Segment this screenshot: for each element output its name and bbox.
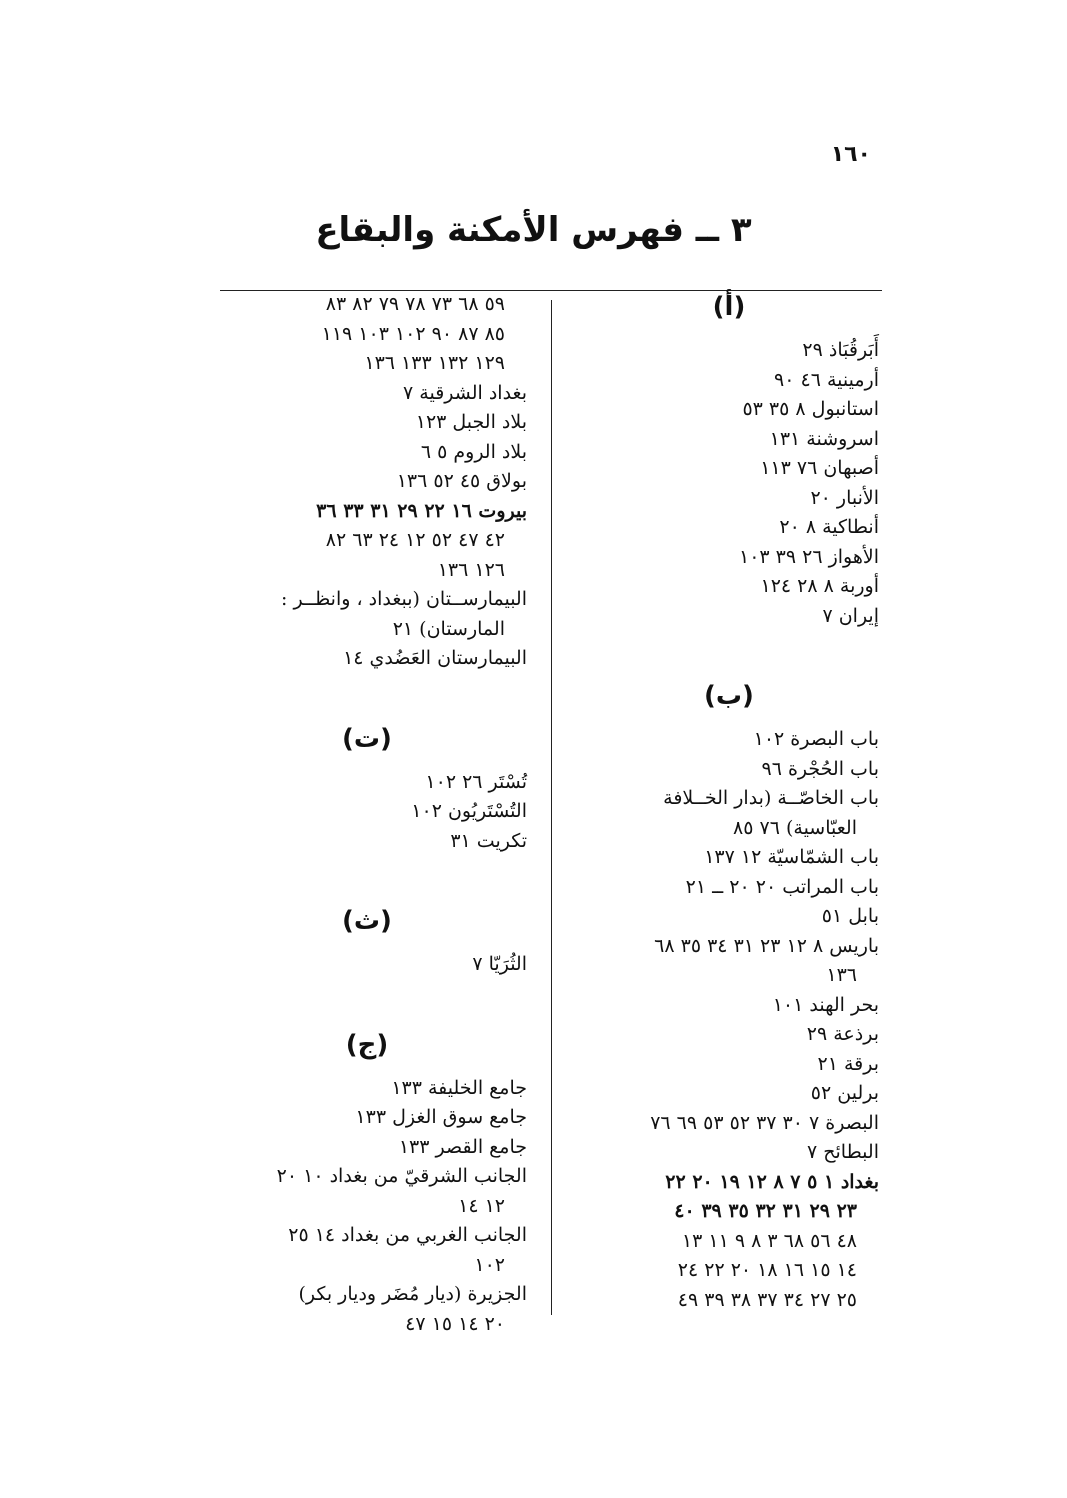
index-entry: باب البصرة ١٠٢ [753,728,879,750]
index-entry: بيروت ١٦ ٢٢ ٢٩ ٣١ ٣٣ ٣٦ [316,499,527,522]
index-entry-continuation: العبّاسية) ٧٦ ٨٥ [733,816,857,839]
index-entry-continuation: ٢٠ ١٤ ١٥ ٤٧ [405,1312,505,1335]
index-entry-continuation: ١٣٦ [826,964,857,986]
index-entry: بلاد الجبل ١٢٣ [415,411,527,433]
index-entry-continuation: ٢٥ ٢٧ ٣٤ ٣٧ ٣٨ ٣٩ ٤٩ [677,1288,857,1311]
index-entry: جامع سوق الغزل ١٣٣ [355,1106,527,1128]
index-entry: أرمينية ٤٦ ٩٠ [774,368,879,391]
section-gap [207,856,527,886]
index-entry: تكريت ٣١ [450,829,527,852]
index-entry: الأنبار ٢٠ [810,486,879,509]
index-entry-continuation: ١٢ ١٤ [458,1194,505,1217]
index-entry: جامع الخليفة ١٣٣ [391,1076,527,1099]
index-entry-continuation: ١٠٢ [474,1253,505,1276]
page-title: ٣ ــ فهرس الأمكنة والبقاع [315,210,752,250]
section-gap [207,674,527,704]
index-entry-continuation: ٤٢ ٤٧ ٥٢ ١٢ ٢٤ ٦٣ ٨٢ [325,529,505,551]
index-entry: تُسْتَر ٢٦ ١٠٢ [425,770,527,793]
index-entry: البيمارســتان (ببغداد ، وانظــر : [281,588,527,610]
index-entry: برذعة ٢٩ [806,1023,879,1045]
right-column [579,290,879,1315]
index-entry: باب المراتب ٢٠ ٢٠ ــ ٢١ [685,875,879,898]
index-entry: بغداد ١ ٥ ٧ ٨ ١٢ ١٩ ٢٠ ٢٢ [665,1170,879,1193]
index-entry: أنطاكية ٨ ٢٠ [779,516,879,538]
index-entry-continuation: ١٢٦ ١٣٦ [437,558,505,581]
index-entry-continuation: ٥٩ ٦٨ ٧٣ ٧٨ ٧٩ ٨٢ ٨٣ [325,293,505,315]
section-gap [579,631,879,661]
index-entry-continuation: ١٤ ١٥ ١٦ ١٨ ٢٠ ٢٢ ٢٤ [677,1259,857,1281]
index-entry: برقة ٢١ [817,1052,879,1075]
index-entry-continuation: ٤٨ ٥٦ ٦٨ ٣ ٨ ٩ ١١ ١٣ [681,1229,857,1252]
index-entry: بولاق ٤٥ ٥٢ ١٣٦ [396,470,527,492]
index-entry-continuation: ٢٣ ٢٩ ٣١ ٣٢ ٣٥ ٣٩ ٤٠ [674,1200,857,1222]
index-entry: الثُرَيّا ٧ [472,953,527,975]
index-entry: باب الحُجْرة ٩٦ [761,757,879,780]
section-gap [207,980,527,1010]
index-entry: استانبول ٨ ٣٥ ٥٣ [742,398,879,420]
section-heading-jim: (ج) [345,1029,389,1060]
index-entry: بغداد الشرقية ٧ [403,381,527,404]
index-entry: بابل ٥١ [821,905,879,927]
index-entry: الجانب الشرقيّ من بغداد ١٠ ٢٠ [276,1165,527,1187]
section-heading-tha: (ث) [342,906,392,936]
index-entry: أوربة ٨ ٢٨ ١٢٤ [760,575,879,597]
index-entry-continuation: ٨٥ ٨٧ ٩٠ ١٠٢ ١٠٣ ١١٩ [321,322,505,345]
section-heading-ta: (ت) [342,723,392,754]
index-entry: اسروشنة ١٣١ [769,427,879,450]
section-heading-alif: (أ) [712,292,746,322]
index-entry-continuation: المارستان) ٢١ [392,617,505,640]
page-number: ١٦٠ [830,142,871,167]
index-entry: أَبَرقُبَاذ ٢٩ [802,339,879,361]
index-entry: باريس ٨ ١٢ ٢٣ ٣١ ٣٤ ٣٥ ٦٨ [654,934,879,957]
index-entry: إيران ٧ [822,604,879,627]
index-entry-continuation: ١٢٩ ١٣٢ ١٣٣ ١٣٦ [364,352,505,374]
index-entry: بلاد الروم ٥ ٦ [420,440,527,463]
index-entry: الجزيرة (ديار مُضَر وديار بكر) [298,1283,527,1305]
index-entry: جامع القصر ١٣٣ [398,1135,527,1158]
index-entry: البيمارستان العَضُدي ١٤ [343,647,527,669]
index-entry: الأهواز ٢٦ ٣٩ ١٠٣ [738,545,879,568]
index-entry: البصرة ٧ ٣٠ ٣٧ ٥٢ ٥٣ ٦٩ ٧٦ [650,1111,879,1134]
left-column [207,290,527,1339]
index-entry: باب الشمّاسيّة ١٢ ١٣٧ [704,846,879,868]
index-entry: البطائح ٧ [807,1141,879,1163]
index-entry: بحر الهند ١٠١ [772,993,879,1016]
column-divider [551,300,552,1315]
index-entry: الجانب الغربي من بغداد ١٤ ٢٥ [288,1224,527,1246]
index-entry: باب الخاصّــة (بدار الخــلافة [663,787,879,809]
index-entry: أصبهان ٧٦ ١١٣ [760,457,879,479]
index-entry: برلين ٥٢ [810,1082,879,1104]
section-heading-ba: (ب) [704,681,754,711]
index-entry: التُسْتَريُون ١٠٢ [411,800,527,822]
